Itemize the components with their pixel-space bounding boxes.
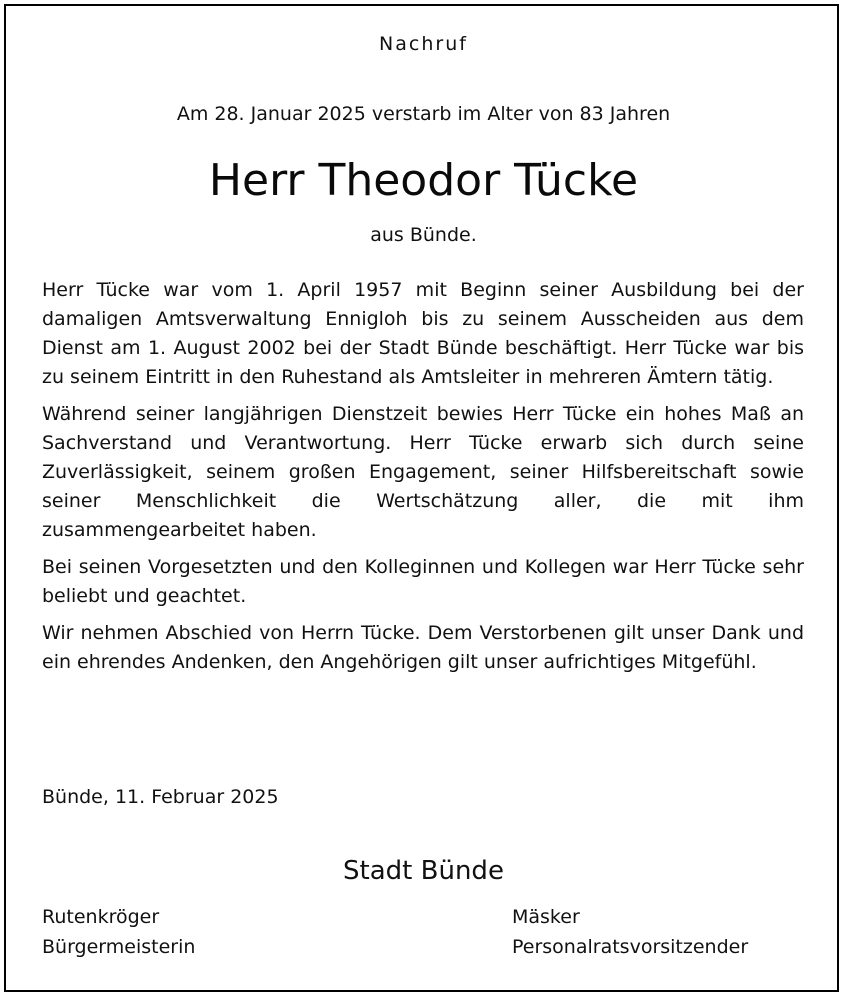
- body-paragraph: Herr Tücke war vom 1. April 1957 mit Beginn seiner Ausbildung bei der damaligen Amtsverwaltung Ennigloh bis zu seinem Ausscheiden aus dem Dienst am 1. August 2002 bei der Stadt Bünde beschäftigt. Herr Tücke war bis zu seinem Eintritt in den Ruhestand als Amtsleiter in mehreren Ämtern tätig.: [42, 279, 804, 388]
- signatory-left: [42, 902, 195, 962]
- notice-heading: Nachruf: [379, 33, 468, 55]
- body-paragraph: Bei seinen Vorgesetzten und den Kolleginnen und Kollegen war Herr Tücke sehr beliebt und geachtet.: [42, 556, 804, 607]
- signatory-right: [512, 902, 748, 962]
- body-paragraph: Während seiner langjährigen Dienstzeit bewies Herr Tücke ein hohes Maß an Sachverstand und Verantwortung. Herr Tücke erwarb sich durch seine Zuverlässigkeit, seinem großen Engagement, seiner Hilfsbereitschaft sowie seiner Menschlichkeit die Wertschätzung aller, die mit ihm zusammengearbeitet haben.: [42, 403, 804, 541]
- death-announcement: Am 28. Januar 2025 verstarb im Alter von 83 Jahren: [176, 103, 671, 125]
- signatory-role: Bürgermeisterin: [42, 936, 196, 958]
- body-paragraph: Wir nehmen Abschied von Herrn Tücke. Dem Verstorbenen gilt unser Dank und ein ehrendes Andenken, den Angehörigen gilt unser aufrichtiges Mitgefühl.: [42, 622, 804, 673]
- signatory-name: Rutenkröger: [42, 906, 160, 928]
- signatory-name: Mäsker: [512, 906, 580, 928]
- issuing-organization: Stadt Bünde: [343, 856, 504, 886]
- place-and-date: Bünde, 11. Februar 2025: [42, 786, 279, 808]
- deceased-name: Herr Theodor Tücke: [208, 155, 639, 206]
- obituary-body: [42, 276, 804, 685]
- signatory-role: Personalratsvorsitzender: [512, 936, 749, 958]
- deceased-origin: aus Bünde.: [370, 224, 477, 246]
